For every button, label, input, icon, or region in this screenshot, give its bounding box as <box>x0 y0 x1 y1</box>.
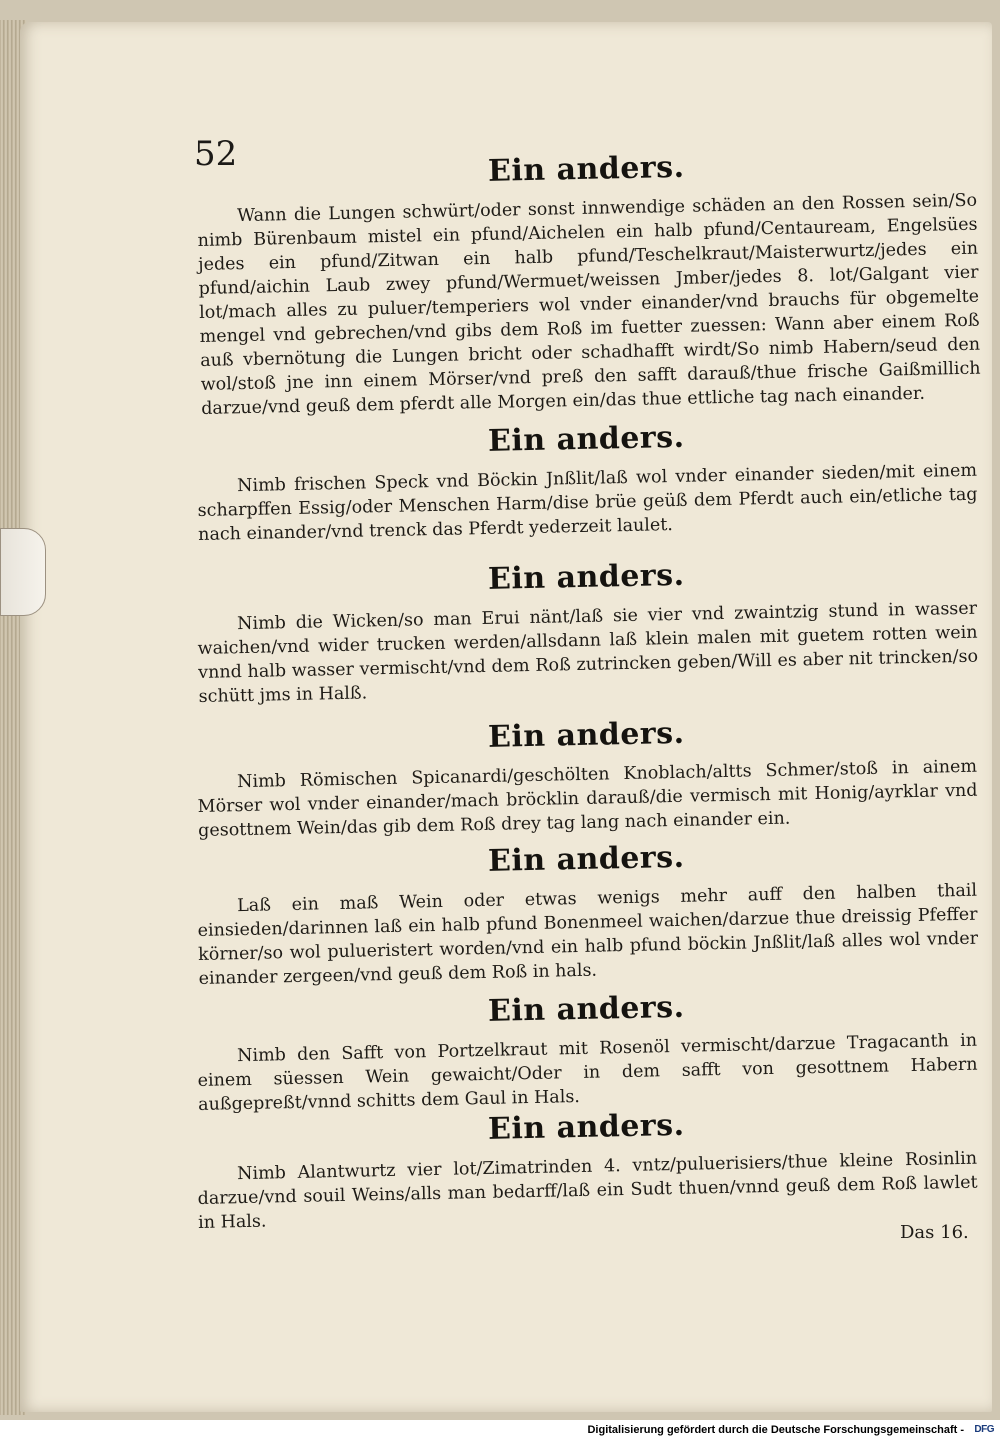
recipe-text: Nimb Römischen Spicanardi/geschölten Knoblach/altts Schmer/stoß in ainem Mörser wol vnder einander/mach bröcklin darauß/die vermisch mit Honig/ayrklar vnd gesottnem Wein/das gib dem Roß drey tag lang nach einander ein. <box>197 756 978 841</box>
digitization-footer <box>0 1420 1000 1446</box>
page-clip <box>0 528 46 616</box>
recipe-heading: Ein anders. <box>487 839 685 879</box>
recipe-text: Nimb die Wicken/so man Erui nänt/laß sie vier vnd zwaintzig stund in wasser waichen/vnd wider trucken werden/allsdann laß klein malen mit guetem rotten wein vnnd halb wasser vermischt/vnd dem Roß zutrincken geben/Will es aber nit trincken/so schütt jms in Halß. <box>197 598 979 707</box>
recipe-heading: Ein anders. <box>487 149 685 189</box>
funding-credit: Digitalisierung gefördert durch die Deutsche Forschungsgemeinschaft - <box>587 1424 964 1436</box>
recipe-heading: Ein anders. <box>487 419 685 459</box>
dfg-logo: DFG <box>974 1424 994 1435</box>
recipe-text: Laß ein maß Wein oder etwas wenigs mehr auff den halben thail einsieden/darinnen laß ein halb pfund Bonenmeel waichen/darzue thue dreissig Pfeffer körner/so wol pulueristert worden/vnd ein halb pfund böckin Jnßlit/laß alles wol vnder einander zergeen/vnd geuß dem Roß in hals. <box>197 880 979 989</box>
recipe-4 <box>196 710 978 843</box>
page-number: 52 <box>194 134 238 174</box>
recipe-7 <box>196 1102 978 1235</box>
recipe-text: Nimb Alantwurtz vier lot/Zimatrinden 4. vntz/puluerisiers/thue kleine Rosinlin darzue/vnd souil Weins/alls man bedarff/laß ein Sudt thuen/vnnd geuß dem Roß lawlet in Hals. <box>197 1148 978 1233</box>
recipe-heading: Ein anders. <box>487 557 685 597</box>
recipe-6 <box>196 984 978 1117</box>
recipe-1 <box>196 144 981 421</box>
recipe-heading: Ein anders. <box>487 715 685 755</box>
recipe-3 <box>196 552 979 709</box>
catchword: Das 16. <box>900 1222 969 1243</box>
recipe-text: Wann die Lungen schwürt/oder sonst innwendige schäden an den Rossen sein/So nimb Bürenbaum mistel ein pfund/Aichelen ein halb pfund/Centauream, Engelsües jedes ein pfund/Zitwan ein halb pfund/Teschelkraut/Maisterwurtz/jedes ein pfund/aichin Laub zwey pfund/Wermuet/weissen Jmber/jedes 8. lot/Galgant vier lot/mach alles zu puluer/temperiers wol vnder einander/vnd brauchs für obgemelte mengel vnd gebrechen/vnd gibs dem Roß im fuetter zuessen: Wann aber einem Roß auß vbernötung die Lungen bricht oder schadhafft wirdt/So nimb Habern/seud den wol/stoß jne inn einem Mörser/vnd preß den safft darauß/thue frische Gaißmillich darzue/vnd geuß dem pferdt alle Morgen ein/das thue ettliche tag nach einander. <box>197 190 981 419</box>
recipe-heading: Ein anders. <box>487 1107 685 1147</box>
recipe-heading: Ein anders. <box>487 989 685 1029</box>
recipe-text: Nimb frischen Speck vnd Böckin Jnßlit/laß wol vnder einander sieden/mit einem scharpffen Essig/oder Menschen Harm/dise brüe geüß dem Pferdt auch ein/etliche tag nach einander/vnd trenck das Pferdt yederzeit laulet. <box>197 460 978 545</box>
recipe-text: Nimb den Safft von Portzelkraut mit Rosenöl vermischt/darzue Tragacanth in einem süessen Wein gewaicht/Oder in dem safft von gesottnem Habern außgepreßt/vnnd schitts dem Gaul in Hals. <box>197 1030 978 1115</box>
recipe-2 <box>196 414 978 547</box>
recipe-5 <box>196 834 979 991</box>
